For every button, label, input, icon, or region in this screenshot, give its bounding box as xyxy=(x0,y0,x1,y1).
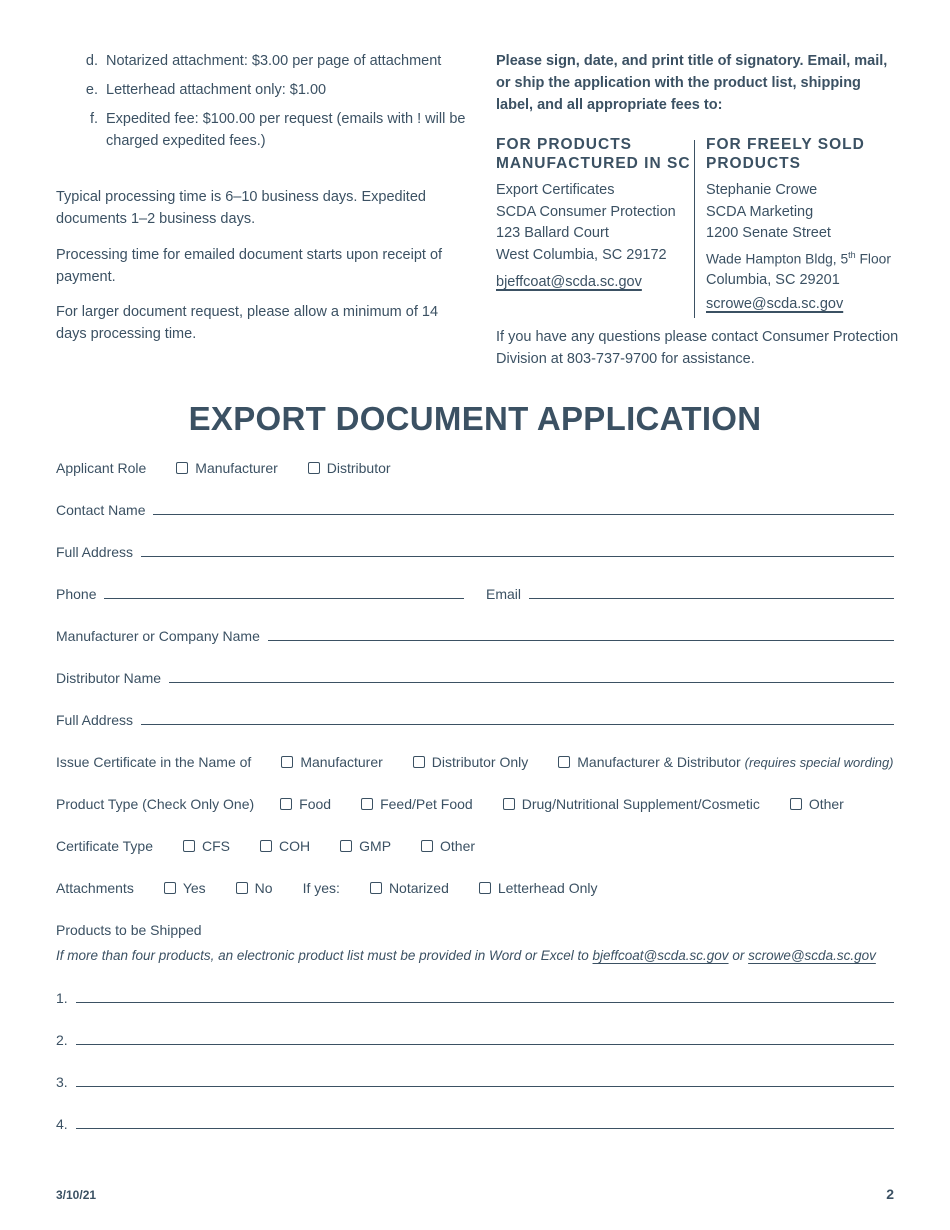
applicant-role-row: Applicant Role Manufacturer Distributor xyxy=(56,460,391,476)
email-field[interactable]: Email xyxy=(486,586,894,602)
issue-manufacturer-checkbox[interactable]: Manufacturer xyxy=(281,754,382,770)
product-line-2[interactable]: 2. xyxy=(56,1032,894,1048)
attachments-yes-checkbox[interactable]: Yes xyxy=(164,880,206,896)
product-line-4[interactable]: 4. xyxy=(56,1116,894,1132)
attachments-notarized-checkbox[interactable]: Notarized xyxy=(370,880,449,896)
contact-name-field[interactable]: Contact Name xyxy=(56,502,894,518)
applicant-role-manufacturer-checkbox[interactable]: Manufacturer xyxy=(176,460,277,476)
email-line[interactable] xyxy=(529,598,894,599)
certificate-gmp-checkbox[interactable]: GMP xyxy=(340,838,391,854)
contact-name-line[interactable] xyxy=(153,514,894,515)
issue-manufacturer-distributor-checkbox[interactable]: Manufacturer & Distributor (requires special wording) xyxy=(558,754,893,770)
column-divider xyxy=(694,140,695,318)
product-line-1[interactable]: 1. xyxy=(56,990,894,1006)
freely-sold-email-link[interactable]: scrowe@scda.sc.gov xyxy=(706,296,844,312)
freely-sold-address: Stephanie Crowe SCDA Marketing 1200 Senate Street Wade Hampton Bldg, 5th Floor Columbia, SC 29201 xyxy=(706,182,891,289)
questions-contact-text: If you have any questions please contact Consumer Protection Division at 803-737-9700 for assistance. xyxy=(496,329,899,367)
freely-sold-heading: FOR FREELY SOLD PRODUCTS xyxy=(706,136,865,172)
certificate-other-checkbox[interactable]: Other xyxy=(421,838,475,854)
fee-item-d: d. Notarized attachment: $3.00 per page of attachment xyxy=(85,53,442,69)
attachments-no-checkbox[interactable]: No xyxy=(236,880,273,896)
if-yes-label: If yes: xyxy=(302,880,340,896)
distributor-name-field[interactable]: Distributor Name xyxy=(56,670,894,686)
distributor-address-field[interactable]: Full Address xyxy=(56,712,894,728)
distributor-name-line[interactable] xyxy=(169,682,894,683)
product-type-drug-checkbox[interactable]: Drug/Nutritional Supplement/Cosmetic xyxy=(503,796,760,812)
certificate-cfs-checkbox[interactable]: CFS xyxy=(183,838,230,854)
product-line-3[interactable]: 3. xyxy=(56,1074,894,1090)
full-address-line[interactable] xyxy=(141,556,894,557)
phone-line[interactable] xyxy=(104,598,464,599)
product-type-feed-checkbox[interactable]: Feed/Pet Food xyxy=(361,796,473,812)
company-name-line[interactable] xyxy=(268,640,894,641)
certificate-coh-checkbox[interactable]: COH xyxy=(260,838,310,854)
fee-item-f: f. Expedited fee: $100.00 per request (emails with ! will be charged expedited fees.) xyxy=(89,111,466,149)
sc-products-email-link[interactable]: bjeffcoat@scda.sc.gov xyxy=(496,274,642,290)
products-note-email-bjeffcoat[interactable]: bjeffcoat@scda.sc.gov xyxy=(592,948,729,963)
applicant-role-distributor-checkbox[interactable]: Distributor xyxy=(308,460,391,476)
emailed-processing-text: Processing time for emailed document starts upon receipt of payment. xyxy=(56,247,443,285)
fee-list xyxy=(56,50,466,159)
sign-instructions: Please sign, date, and print title of signatory. Email, mail, or ship the application with the product list, shipping label, and all appropriate fees to: xyxy=(496,53,888,113)
footer-page-number: 2 xyxy=(886,1186,894,1202)
product-type-row: Product Type (Check Only One) Food Feed/Pet Food Drug/Nutritional Supplement/Cosmetic Other xyxy=(56,796,844,812)
product-type-food-checkbox[interactable]: Food xyxy=(280,796,331,812)
products-label: Products to be Shipped xyxy=(56,922,202,938)
footer-date: 3/10/21 xyxy=(56,1188,97,1202)
products-note-email-scrowe[interactable]: scrowe@scda.sc.gov xyxy=(748,948,876,963)
fee-item-e: e. Letterhead attachment only: $1.00 xyxy=(85,82,327,98)
sc-products-address: Export Certificates SCDA Consumer Protection 123 Ballard Court West Columbia, SC 29172 xyxy=(496,182,676,264)
processing-time-text: Typical processing time is 6–10 business days. Expedited documents 1–2 business days. xyxy=(56,189,426,227)
distributor-address-line[interactable] xyxy=(141,724,894,725)
issue-distributor-only-checkbox[interactable]: Distributor Only xyxy=(413,754,528,770)
phone-field[interactable]: Phone xyxy=(56,586,464,602)
issue-name-row: Issue Certificate in the Name of Manufacturer Distributor Only Manufacturer & Distributor (requires special wording) xyxy=(56,754,894,770)
company-name-field[interactable]: Manufacturer or Company Name xyxy=(56,628,894,644)
product-type-other-checkbox[interactable]: Other xyxy=(790,796,844,812)
full-address-field[interactable]: Full Address xyxy=(56,544,894,560)
larger-request-text: For larger document request, please allow a minimum of 14 days processing time. xyxy=(56,304,439,342)
products-note: If more than four products, an electronic product list must be provided in Word or Excel to bjeffcoat@scda.sc.gov or scrowe@scda.sc.gov xyxy=(56,948,876,963)
certificate-type-row: Certificate Type CFS COH GMP Other xyxy=(56,838,476,854)
form-title: EXPORT DOCUMENT APPLICATION xyxy=(188,400,762,437)
attachments-row: Attachments Yes No If yes: Notarized Letterhead Only xyxy=(56,880,598,896)
attachments-letterhead-checkbox[interactable]: Letterhead Only xyxy=(479,880,598,896)
sc-products-heading: FOR PRODUCTS MANUFACTURED IN SC xyxy=(496,136,691,172)
